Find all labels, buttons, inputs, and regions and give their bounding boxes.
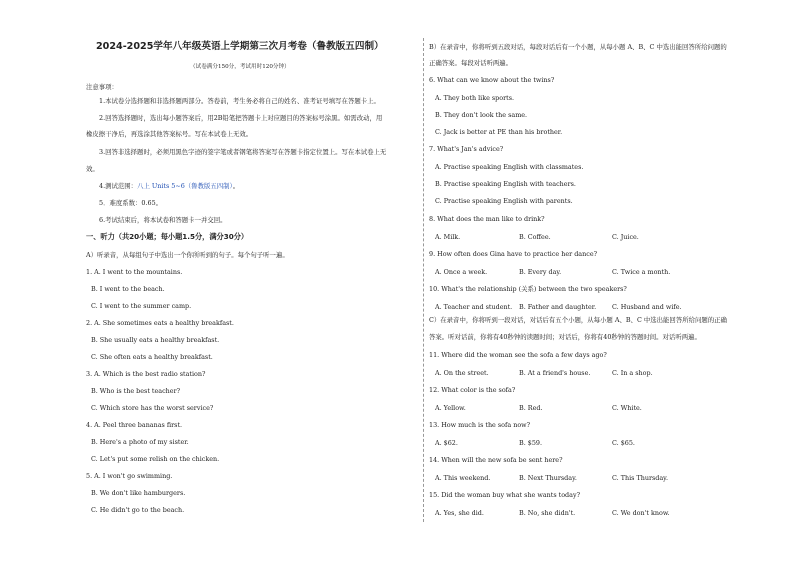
question-stem: 10. What's the relationship (关系) between the two speakers? — [429, 285, 627, 293]
option-a: A. Teacher and student. — [435, 303, 513, 311]
note-3-line1: 3.回答非选择题时，必须用黑色字迹的签字笔或者钢笔将答案写在答题卡指定位置上。写在本试卷上无 — [99, 148, 387, 156]
note-2-line1: 2.回答选择题时，选出每小题答案后，用2B铅笔把答题卡上对应题目的答案标号涂黑。如需改动，用 — [99, 114, 383, 122]
option-b: B. No, she didn't. — [519, 509, 576, 517]
option-b: B. At a friend's house. — [519, 369, 591, 377]
option-c: C. This Thursday. — [612, 474, 668, 482]
question-stem: 13. How much is the sofa now? — [429, 421, 531, 429]
question-stem: 15. Did the woman buy what she wants today? — [429, 491, 580, 499]
option-a: A. $62. — [435, 439, 458, 447]
option-c: C. Jack is better at PE than his brother. — [435, 128, 563, 136]
option-b: B. Here's a photo of my sister. — [91, 438, 189, 446]
option-a: A. Yes, she did. — [435, 509, 484, 517]
option-a: A. On the street. — [435, 369, 489, 377]
question-option-a: 2. A. She sometimes eats a healthy breakfast. — [86, 319, 234, 327]
option-b: B. Next Thursday. — [519, 474, 577, 482]
note-4 — [99, 182, 239, 190]
question-option-a: 4. A. Peel three bananas first. — [86, 421, 183, 429]
note-5: 5．难度系数：0.65。 — [99, 199, 163, 207]
question-stem: 11. Where did the woman see the sofa a few days ago? — [429, 351, 607, 359]
part-c-instructions-line2: 答案。听对话前，你将有40秒钟的读题时间；对话后，你将有40秒钟的答题时间。对话听两遍。 — [429, 333, 701, 341]
option-c: C. Practise speaking English with parents. — [435, 197, 573, 205]
option-c: C. Juice. — [612, 233, 639, 241]
option-a: A. This weekend. — [435, 474, 491, 482]
question-stem: 12. What color is the sofa? — [429, 386, 516, 394]
option-c: C. White. — [612, 404, 642, 412]
note-3-line2: 效。 — [86, 165, 99, 173]
option-c: C. Twice a month. — [612, 268, 671, 276]
page-title: 2024-2025学年八年级英语上学期第三次月考卷（鲁教版五四制） — [96, 41, 384, 52]
question-stem: 9. How often does Gina have to practice her dance? — [429, 250, 598, 258]
option-b: B. Father and daughter. — [519, 303, 597, 311]
option-b: B. Practise speaking English with teachers. — [435, 180, 576, 188]
option-c: C. Let's put some relish on the chicken. — [91, 455, 220, 463]
note-1: 1.本试卷分选择题和非选择题两部分。答卷前，考生务必将自己的姓名、准考证号填写在答题卡上。 — [99, 97, 380, 105]
question-stem: 14. When will the new sofa be sent here? — [429, 456, 563, 464]
option-b: B. Every day. — [519, 268, 562, 276]
option-b: B. Coffee. — [519, 233, 551, 241]
column-divider — [423, 38, 424, 522]
notes-heading: 注意事项： — [86, 83, 118, 91]
option-b: B. We don't like hamburgers. — [91, 489, 186, 497]
option-a: A. Yellow. — [435, 404, 466, 412]
option-c: C. Husband and wife. — [612, 303, 682, 311]
option-c: C. Which store has the worst service? — [91, 404, 214, 412]
test-range: 八上 Units 5~6（鲁教版五四制） — [137, 182, 233, 190]
note-4-prefix: 4.测试范围： — [99, 182, 138, 190]
option-a: A. Milk. — [435, 233, 461, 241]
page-subtitle: （试卷满分150分，考试用时120分钟） — [190, 64, 290, 70]
section-listening-title: 一、听力（共20小题；每小题1.5分，满分30分） — [86, 232, 249, 241]
option-a: A. Once a week. — [435, 268, 488, 276]
option-b: B. I went to the beach. — [91, 285, 165, 293]
note-6: 6.考试结束后，将本试卷和答题卡一并交回。 — [99, 216, 227, 224]
question-stem: 6. What can we know about the twins? — [429, 76, 555, 84]
part-b-instructions-line1: B）在录音中，你将听到五段对话，每段对话后有一个小题，从每小题 A、B、C 中选出能回答所给问题的 — [429, 43, 727, 51]
option-b: B. $59. — [519, 439, 542, 447]
option-b: B. They don't look the same. — [435, 111, 528, 119]
part-c-instructions-line1: C）在录音中，你将听到一段对话，对话后有五个小题，从每小题 A、B、C 中选出能回答所给问题的正确 — [429, 316, 727, 324]
part-a-instructions: A）听录音，从每组句子中选出一个你所听到的句子。每个句子听一遍。 — [86, 251, 289, 259]
option-b: B. She usually eats a healthy breakfast. — [91, 336, 220, 344]
option-a: A. Practise speaking English with classmates. — [435, 163, 584, 171]
option-c: C. I went to the summer camp. — [91, 302, 192, 310]
option-b: B. Who is the best teacher? — [91, 387, 181, 395]
question-option-a: 5. A. I won't go swimming. — [86, 472, 173, 480]
option-c: C. She often eats a healthy breakfast. — [91, 353, 213, 361]
option-c: C. $65. — [612, 439, 635, 447]
part-b-instructions-line2: 正确答案。每段对话听两遍。 — [429, 59, 513, 67]
note-4-suffix: 。 — [232, 182, 240, 190]
option-c: C. He didn't go to the beach. — [91, 506, 185, 514]
question-option-a: 1. A. I went to the mountains. — [86, 268, 183, 276]
option-a: A. They both like sports. — [435, 94, 515, 102]
option-c: C. We don't know. — [612, 509, 670, 517]
question-stem: 7. What's Jan's advice? — [429, 145, 504, 153]
option-c: C. In a shop. — [612, 369, 653, 377]
option-b: B. Red. — [519, 404, 543, 412]
question-option-a: 3. A. Which is the best radio station? — [86, 370, 206, 378]
note-2-line2: 橡皮擦干净后，再选涂其他答案标号。写在本试卷上无效。 — [86, 130, 253, 138]
question-stem: 8. What does the man like to drink? — [429, 215, 545, 223]
